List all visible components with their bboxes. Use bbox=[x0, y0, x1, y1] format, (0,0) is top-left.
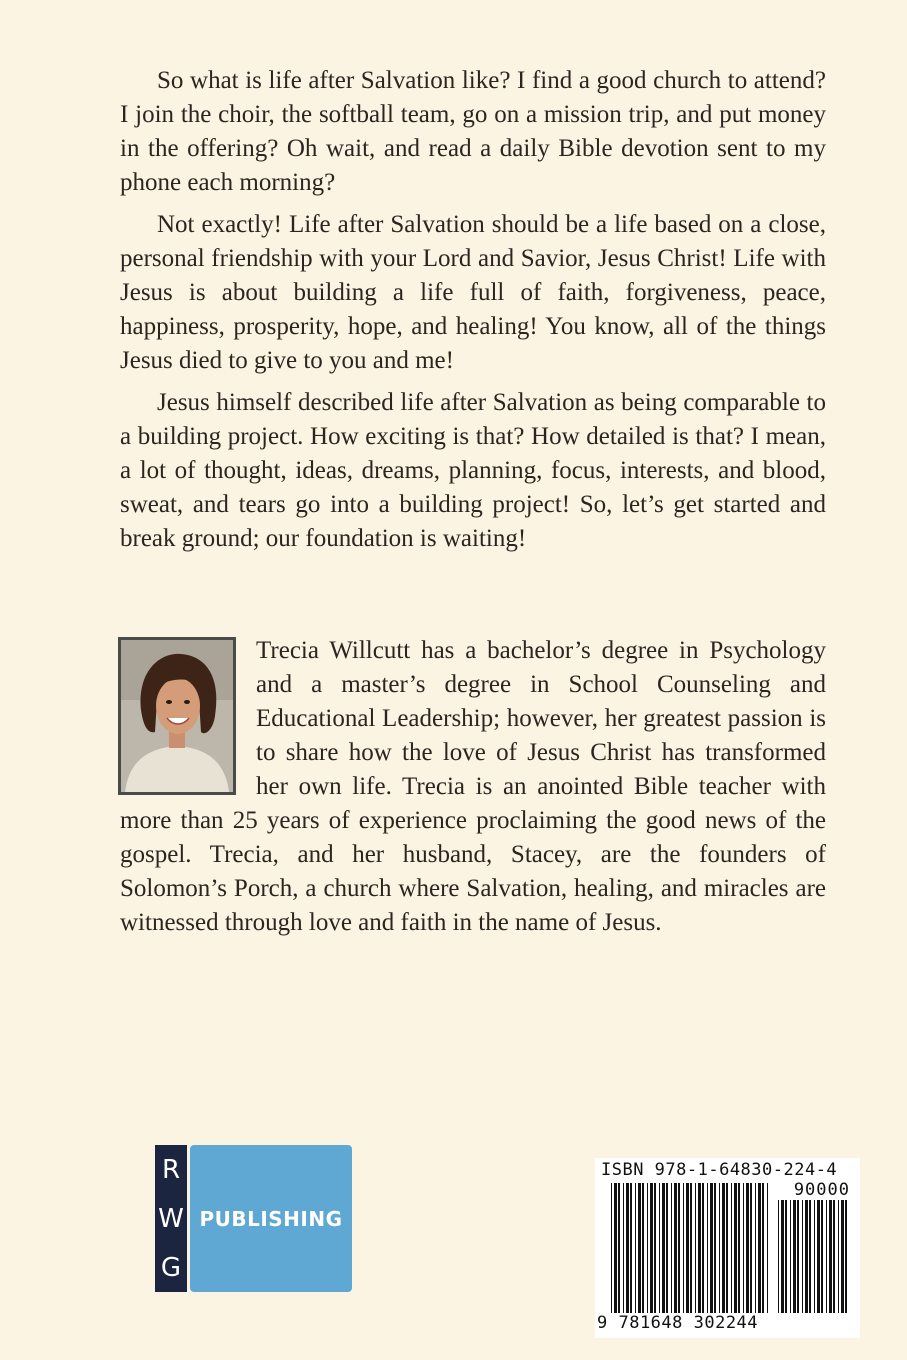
author-bio-text: Trecia Willcutt has a bachelor’s degree in Psychology and a master’s degree in School Counseling and Educational Leadership; however, her greatest passion is to share how the love of Jesus Christ has transformed her own life. Trecia is an anointed Bible teacher with more than 25 years of experience proclaiming the good news of the gospel. Trecia, and her husband, Stacey, are the founders of Solomon’s Porch, a church where Salvation, healing, and miracles are witnessed through love and faith in the name of Jesus. bbox=[120, 637, 826, 936]
publisher-logo-panel bbox=[190, 1145, 352, 1292]
author-portrait-image bbox=[121, 640, 233, 792]
ean-digits: 9 781648 302244 bbox=[597, 1313, 759, 1333]
blurb bbox=[120, 64, 826, 564]
blurb-paragraph-3: Jesus himself described life after Salvation as being comparable to a building project. How exciting is that? How detailed is that? I mean, a lot of thought, ideas, dreams, planning, focus, interests, and blood, sweat, and tears go into a building project! So, let’s get started and break ground; our foundation is waiting! bbox=[120, 389, 826, 552]
logo-letter-w: W bbox=[158, 1203, 184, 1234]
logo-letter-g: G bbox=[160, 1252, 182, 1283]
publisher-logo bbox=[155, 1145, 352, 1292]
barcode-addon-bars bbox=[778, 1200, 848, 1313]
isbn-barcode bbox=[595, 1158, 860, 1338]
publisher-logo-letters bbox=[155, 1145, 187, 1292]
logo-letter-r: R bbox=[161, 1154, 181, 1185]
price-code: 90000 bbox=[793, 1180, 850, 1200]
author-bio-section bbox=[120, 634, 826, 940]
blurb-paragraph-1: So what is life after Salvation like? I find a good church to attend? I join the choir, the softball team, go on a mission trip, and put money in the offering? Oh wait, and read a daily Bible devotion sent to my phone each morning? bbox=[120, 67, 826, 196]
publisher-label: PUBLISHING bbox=[199, 1206, 343, 1231]
isbn-number: ISBN 978-1-64830-224-4 bbox=[601, 1160, 838, 1180]
barcode-bars bbox=[611, 1183, 771, 1313]
blurb-paragraph-2: Not exactly! Life after Salvation should be a life based on a close, personal friendship with your Lord and Savior, Jesus Christ! Life with Jesus is about building a life full of faith, forgiveness, peace, happiness, prosperity, hope, and healing! You know, all of the things Jesus died to give to you and me! bbox=[120, 211, 826, 374]
author-photo bbox=[118, 637, 236, 795]
